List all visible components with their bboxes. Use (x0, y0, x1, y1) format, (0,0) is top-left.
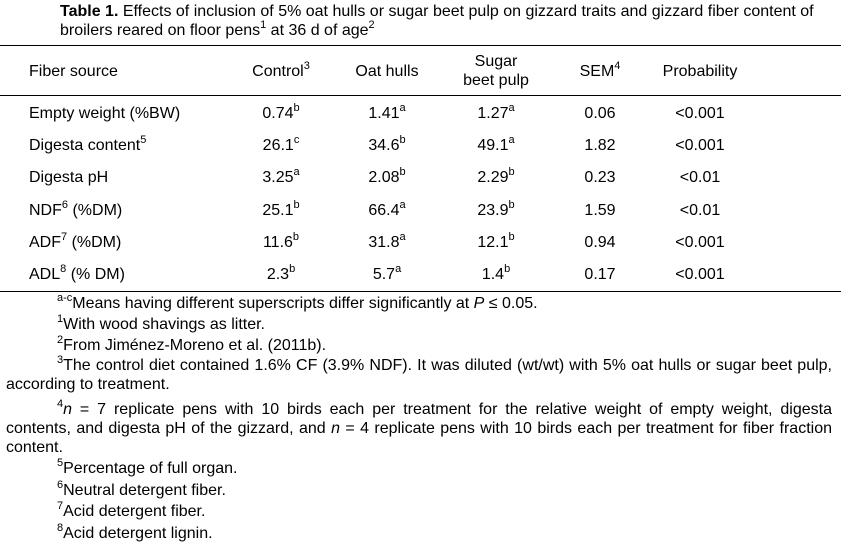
footnote-7: $^7$Acid detergent fiber. (57, 499, 206, 520)
header-control: Control$^3$ (252, 59, 310, 80)
caption-sup-1: 1 (260, 18, 267, 31)
row-label: Digesta pH (29, 169, 109, 186)
cell-probability: <0.001 (675, 266, 725, 283)
cell-oat: 5.7$^a$ (372, 262, 402, 283)
row-label: Digesta content$^5$ (29, 133, 147, 154)
row-label: ADF$^7$ (%DM) (29, 230, 122, 251)
cell-probability: <0.001 (675, 234, 725, 251)
cell-probability: <0.01 (679, 202, 721, 219)
cell-probability: <0.001 (675, 137, 725, 154)
cell-oat: 31.8$^a$ (368, 230, 406, 251)
footnote-1: $^1$With wood shavings as litter. (57, 312, 265, 333)
cell-probability: <0.01 (679, 169, 721, 186)
cell-sem: 1.82 (584, 137, 616, 154)
header-rule (0, 95, 841, 96)
cell-sugar: 23.9$^b$ (477, 198, 515, 219)
cell-control: 3.25$^a$ (262, 165, 300, 186)
caption-text-tail: at 36 d of age (266, 22, 369, 39)
footnote-4: $^4$n = 7 replicate pens with 10 birds each per treatment for the relative weight of empty weight, digesta contents, and digesta pH of the gizzard, and n = 4 replicate pens with 10 birds each per treatment for fiber fraction content. (6, 397, 832, 456)
cell-sem: 0.06 (584, 105, 616, 122)
cell-control: 0.74$^b$ (262, 101, 300, 122)
cell-sugar: 2.29$^b$ (477, 165, 515, 186)
caption-text: Effects of inclusion of 5% oat hulls or sugar beet pulp on gizzard traits and gizzard fiber content of broilers reared on floor pens (60, 3, 814, 39)
footnote-3: $^3$The control diet contained 1.6% CF (3.9% NDF). It was diluted (wt/wt) with 5% oat hulls or sugar beet pulp, according to treatment. (6, 353, 832, 393)
cell-sugar: 1.4$^b$ (481, 262, 511, 283)
header-sem: SEM$^4$ (579, 59, 621, 80)
header-probability: Probability (662, 63, 738, 80)
cell-sem: 0.94 (584, 234, 616, 251)
cell-oat: 2.08$^b$ (368, 165, 406, 186)
footnote-5: $^5$Percentage of full organ. (57, 456, 238, 477)
cell-probability: <0.001 (675, 105, 725, 122)
cell-sem: 0.23 (584, 169, 616, 186)
footnote-6: $^6$Neutral detergent fiber. (57, 478, 226, 499)
caption-sup-2: 2 (368, 18, 375, 31)
cell-control: 2.3$^b$ (266, 262, 296, 283)
cell-sugar: 1.27$^a$ (477, 101, 515, 122)
cell-oat: 34.6$^b$ (368, 133, 406, 154)
footnote-significance: $^{a-c}$Means having different superscripts differ significantly at P ≤ 0.05. (57, 291, 538, 312)
cell-control: 26.1$^c$ (262, 133, 300, 154)
table-caption (60, 2, 840, 40)
cell-sem: 1.59 (584, 202, 616, 219)
row-label: ADL$^8$ (% DM) (29, 262, 125, 283)
cell-sugar: 12.1$^b$ (477, 230, 515, 251)
cell-oat: 66.4$^a$ (368, 198, 406, 219)
bottom-rule (0, 291, 841, 292)
row-label: Empty weight (%BW) (29, 105, 181, 122)
footnote-8: $^8$Acid detergent lignin. (57, 521, 213, 542)
header-oat-hulls: Oat hulls (355, 63, 419, 80)
cell-sugar: 49.1$^a$ (477, 133, 515, 154)
cell-sem: 0.17 (584, 266, 616, 283)
top-rule (0, 45, 841, 46)
table-label: Table 1. (60, 3, 119, 20)
cell-control: 11.6$^b$ (262, 230, 300, 251)
cell-oat: 1.41$^a$ (368, 101, 406, 122)
row-label: NDF$^6$ (%DM) (29, 198, 123, 219)
header-sugar-beet-pulp: Sugar beet pulp (463, 53, 529, 89)
footnote-2: $^2$From Jiménez-Moreno et al. (2011b). (57, 333, 327, 354)
header-fiber-source: Fiber source (29, 63, 118, 80)
cell-control: 25.1$^b$ (262, 198, 300, 219)
